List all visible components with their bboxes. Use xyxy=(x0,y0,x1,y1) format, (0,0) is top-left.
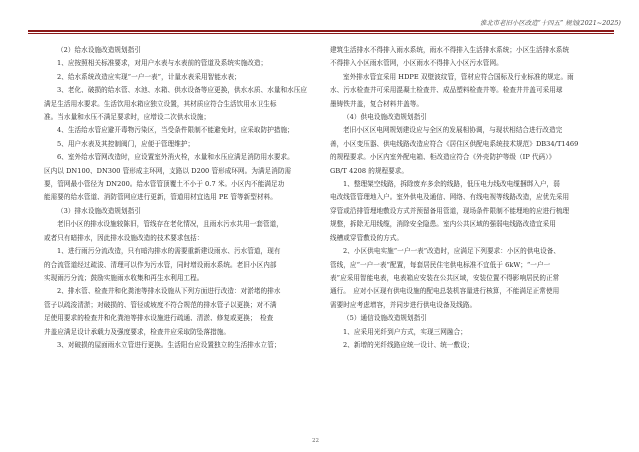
paragraph-line: 区内以 DN100、DN300 管形成主环网，支路以 D200 管形成环网。为满足消防需 xyxy=(44,166,292,175)
paragraph-line: 需要时应考虑增容，并同步进行供电设备及线路。 xyxy=(330,300,477,309)
paragraph-line: 老旧小区区电网规划建设应与全区的发展相协调，与现状相结合进行改造完 xyxy=(343,126,563,135)
paragraph-line: 足使用要求的检查井和化粪池等排水设施进行疏通、清淤、修复或更换； 检查 xyxy=(44,314,274,323)
paragraph-line: 3、老化、破损的给水管、水池、水箱、供水设备等应更换，供水水质、水量和水压应 xyxy=(57,86,308,95)
paragraph-line: 1、整理架空线路，拆除废弃多余的线路，低压电力线改电缆捆绑入户，弱 xyxy=(343,180,560,189)
paragraph-line: 建筑生活排水不得排入雨水系统，雨水不得排入生活排水系统；小区生活排水系统 xyxy=(330,46,570,54)
paragraph-line: 准。当水量和水压不满足要求时，应增设二次供水设施； xyxy=(44,113,211,122)
paragraph-line: 室外排水管宜采用 HDPE 双壁波纹管，管材应符合国标及行业标准的规定。雨 xyxy=(343,72,574,81)
header-rule-thin xyxy=(28,33,614,34)
paragraph-line: 6、室外给水管网改造时，应设置室外消火栓，水量和水压应满足消防用水要求。 xyxy=(57,153,294,162)
paragraph-line: 要，管网最小管径为 DN200。给水管管顶覆土不小于 0.7 米。小区内不能满足功 xyxy=(44,180,285,189)
paragraph-line: 善，小区变压器、供电线路改造应符合《居住区供配电系统技术规范》DB34/T1469 xyxy=(330,139,579,148)
paragraph-line: 老旧小区的排水设施较陈旧，管线存在老化情况，且雨水污水共用一套管道， xyxy=(57,220,283,229)
page-number: 22 xyxy=(312,438,319,444)
paragraph-line: 表”应采用智能电表，电表箱应安装在公共区域，安装位置不得影响居民的正常 xyxy=(330,273,560,282)
paragraph-line: 管子以疏浚清淤；对破损的、管径或坡度不符合规范的排水管子以更换；对不满 xyxy=(44,300,277,309)
paragraph-line: 水、污水检查井可采用混凝土检查井、成品塑料检查井等。检查井井盖可采用球 xyxy=(330,86,563,95)
paragraph-line: 的合流管道经过疏浚、清理可以作为污水管，同时增设雨水系统。老旧小区内部 xyxy=(44,260,277,269)
paragraph-line: 能需要的给水管道、消防管网应进行更新，管道用材宜选用 PE 管等新型材料。 xyxy=(44,193,277,202)
paragraph-line: GB/T 4208 的规程要求。 xyxy=(330,166,409,175)
paragraph-line: 3、对破损的屋面雨水立管进行更换。生活阳台应设置独立的生活排水立管； xyxy=(57,340,281,349)
paragraph-line: 实现雨污分流；鼓励实施雨水收集和再生水利用工程。 xyxy=(44,273,204,282)
paragraph-line: 5、用户水表及其控制阀门，应便于管理维护； xyxy=(57,139,195,148)
paragraph-line: 2、给水系统改造应实现“一户一表”，计量水表采用智能水表； xyxy=(57,72,241,81)
paragraph-line: 满足生活用水要求。生活饮用水箱应独立设置，其材质应符合生活饮用水卫生标 xyxy=(44,99,277,108)
paragraph-line: 2、小区供电实施“一户一表”改造时，应满足下列要求：小区的供电设备、 xyxy=(343,247,561,256)
paragraph-line: 2、排水管、检查井和化粪池等排水设施从下列方面进行改造：对淤堵的排水 xyxy=(57,287,281,296)
paragraph-line: 2、新增的光纤线路应统一设计、统一敷设； xyxy=(343,340,474,349)
paragraph-line: 管线，应“一户一表”配置，每套居民住宅供电标准不宜低于 6kW；“一户一 xyxy=(330,260,551,269)
right-column xyxy=(330,44,600,352)
paragraph-line: 1、应采用光纤到户方式，实现三网融合； xyxy=(343,327,467,336)
paragraph-line: 电改线管管理地入户。室外供电及通信、网络、有线电视等线路改造，应优先采用 xyxy=(330,193,570,202)
paragraph-line: 不得排入小区雨水管网，小区雨水不得排入小区污水管网。 xyxy=(330,59,503,68)
paragraph-line: 墨铸铁井盖，复合材料井盖等。 xyxy=(330,99,424,108)
section-heading: （4）供电设施改造规划指引 xyxy=(343,113,427,122)
paragraph-line: 井盖应满足设计承载力及强度要求，检查井应采取防坠落措施。 xyxy=(44,327,231,336)
header-rule xyxy=(28,30,614,32)
paragraph-line: 通行。 应对小区现有供电设施的配电总装机容量进行核算，不能满足正常使用 xyxy=(330,287,560,296)
paragraph-line: 1、进行雨污分流改造，只有暗沟排水的需要重新建设雨水、污水管道，现有 xyxy=(57,247,281,256)
paragraph-line: 规整，拆除无用线缆，消除安全隐患。室内公共区域的强弱电线路改造宜采用 xyxy=(330,220,556,229)
paragraph-line: 或者只有暗排水，因此排水设施改造的技术要求包括： xyxy=(44,233,204,242)
section-heading: （3）排水设施改造规划指引 xyxy=(57,206,141,215)
paragraph-line: 线槽或穿管敷设的方式。 xyxy=(330,233,404,242)
paragraph-line: 1、应按照相关标准要求，对用户水表与水表前的管道及系统实施改造； xyxy=(57,59,268,68)
left-column xyxy=(44,44,308,352)
section-heading: （5）通信设施改造规划指引 xyxy=(343,314,427,323)
paragraph-line: 穿管或沿排管埋地敷设方式并预留备用管道，现场条件限制不能埋地的应进行梳理 xyxy=(330,206,570,215)
section-heading: （2）给水设施改造规划指引 xyxy=(57,46,141,54)
running-header: 淮北市老旧小区改造“十四五” 规划(2021~2025) xyxy=(480,19,621,27)
paragraph-line: 4、生活给水管应避开毒物污染区，当受条件限制不能避免时，应采取防护措施； xyxy=(57,126,294,135)
paragraph-line: 的规程要求。小区内室外配电箱、柜改造应符合《外壳防护等级（IP 代码）》 xyxy=(330,153,556,162)
